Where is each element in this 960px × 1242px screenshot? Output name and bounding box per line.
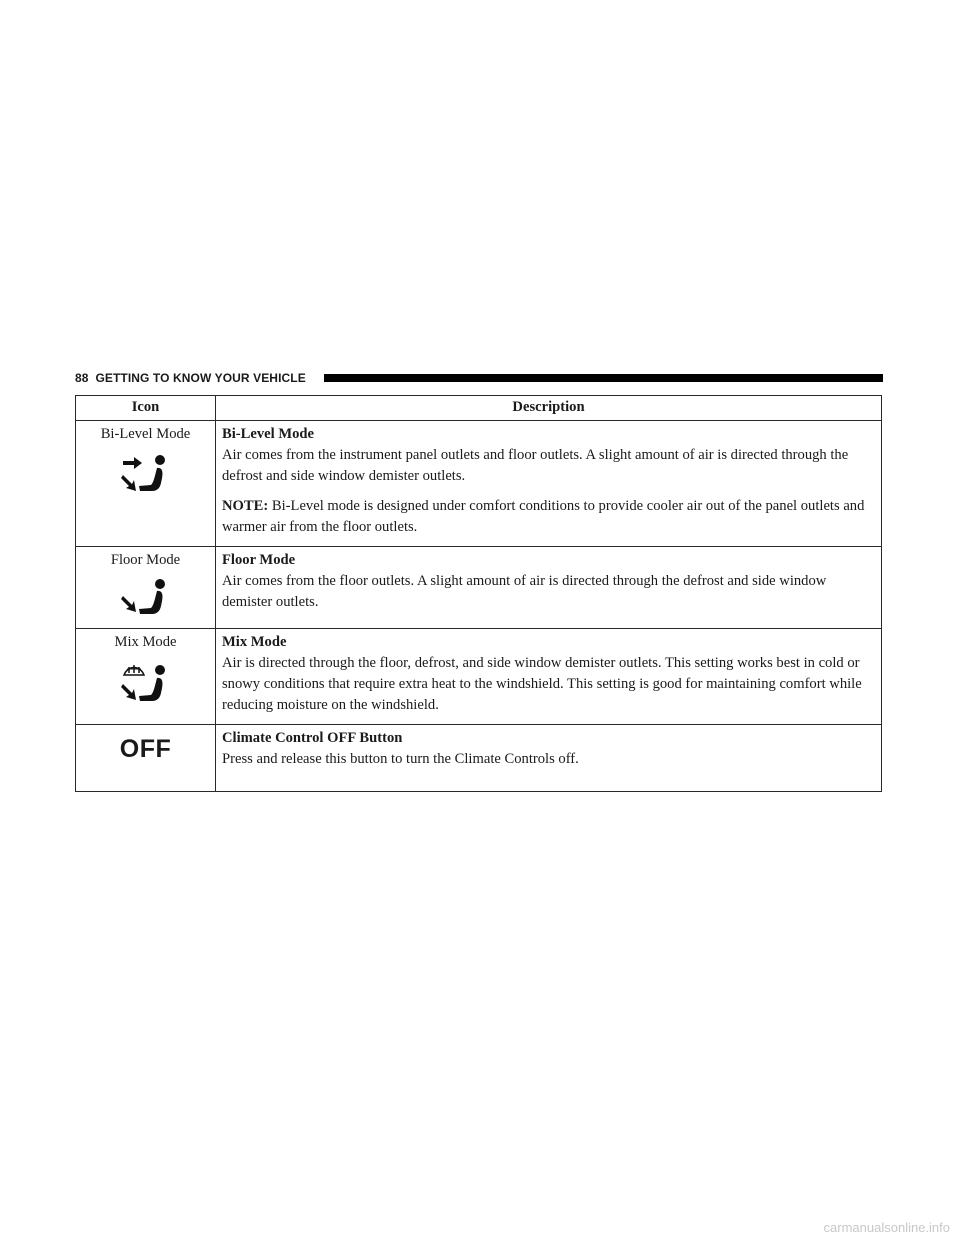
table-row [76,421,882,547]
mode-title: Mix Mode [222,634,287,650]
note-label: NOTE: [222,498,269,514]
note-text: Bi-Level mode is designed under comfort conditions to provide cooler air out of the panel outlets and warmer air from the floor outlets. [222,498,865,535]
watermark: carmanualsonline.info [823,1220,950,1235]
page-number: 88 [75,371,89,385]
mode-description: Air comes from the floor outlets. A slight amount of air is directed through the defrost and side window demister outlets. [222,573,827,610]
page-header [75,370,883,388]
icon-cell [76,725,216,792]
mode-title: Bi-Level Mode [222,426,315,442]
header-rule [324,374,883,382]
mode-title: Climate Control OFF Button [222,730,403,746]
icon-cell [76,421,216,547]
description-cell [216,725,882,792]
mix-mode-icon [118,661,174,709]
table-header-row [76,396,882,421]
mode-note [222,496,875,538]
mode-title: Floor Mode [222,552,296,568]
column-header-icon: Icon [76,396,216,421]
icon-label: Bi-Level Mode [100,426,191,442]
floor-mode-icon [118,579,174,621]
table-row [76,547,882,629]
icon-label: Floor Mode [110,552,181,568]
off-button-icon: OFF [119,735,172,763]
column-header-description: Description [216,396,882,421]
mode-description: Air comes from the instrument panel outlets and floor outlets. A slight amount of air is directed through the defrost and side window demister outlets. [222,447,849,484]
icon-cell [76,547,216,629]
mode-description: Press and release this button to turn the Climate Controls off. [222,751,579,767]
mode-description: Air is directed through the floor, defrost, and side window demister outlets. This setting works best in cold or snowy conditions that require extra heat to the windshield. This setting is good for maintaining comfort while reducing moisture on the windshield. [222,655,862,713]
table-row [76,725,882,792]
icon-label: Mix Mode [114,634,177,650]
description-cell [216,547,882,629]
description-cell [216,629,882,725]
section-title: GETTING TO KNOW YOUR VEHICLE [95,371,306,385]
table-row [76,629,882,725]
climate-modes-table [75,395,882,792]
description-cell [216,421,882,547]
icon-cell [76,629,216,725]
page-header-title [75,371,312,385]
bi-level-mode-icon [118,453,174,501]
